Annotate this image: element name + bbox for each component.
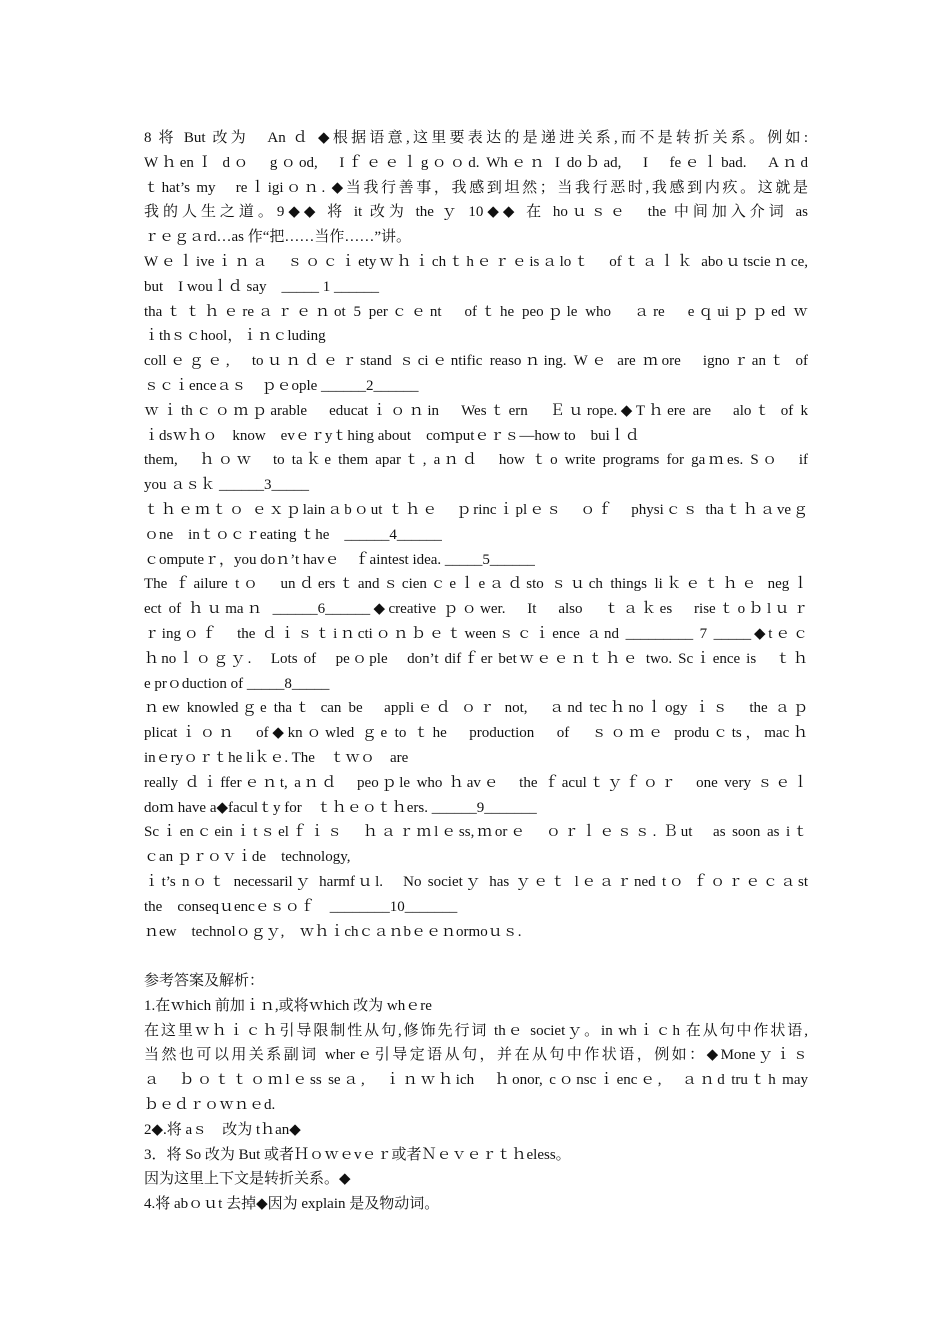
answer-line: 因为这里上下文是转折关系。◆: [144, 1171, 351, 1188]
text-line: thaｔｔｈｅreａｒｅｎot 5 perｃｅnt ofｔhe peoｐle who ａre eｑuiｐｐed ｗ: [144, 303, 808, 320]
text-line: ｃan ｐｒｏｖｉde technology,: [144, 849, 351, 866]
answer-line: 4.将 abｏｕt 去掉◆因为 explain 是及物动词。: [144, 1196, 440, 1213]
text-line: ｎew knowledｇe thaｔ can be appliｅｄ ｏｒ not, ａnd tecｈnoｌogy ｉｓ the ａｐ: [144, 700, 808, 717]
text-line: e prｏduction of _____8_____: [144, 675, 330, 692]
text-line: ｎew technolｏｇｙ, ｗｈｉchｃａｎbｅｅｎormoｕｓ.: [144, 923, 522, 940]
document-page: [144, 126, 808, 1217]
answer-line: ａ ｂｏｔｔｏｍlｅss seａ, ｉｎｗｈich ｈonor, cｏnscｉencｅ, ａｎd truｔh may: [144, 1072, 808, 1089]
text-line: inｅryｏｒｔhe liｋｅ. The ｔｗｏ are: [144, 749, 409, 766]
answer-line: 当然也可以用关系副词 wherｅ引导定语从句，并在从句中作状语，例如：◆Moneｙｉｓ: [144, 1047, 808, 1064]
text-line: them, ｈｏｗ to taｋe them aparｔ, aｎｄ how ｔo write programs for gaｍes. Sｏ if: [144, 452, 808, 469]
text-line: WｈenＩ dｏ gｏod, Iｆｅｅｌgｏｏd. Whｅｎ I doｂad, I feｅｌbad. Aｎd: [144, 154, 808, 171]
text-line: ｒingｏｆ the ｄｉｓｔiｎctiｏｎｂｅｔweenｓｃｉence ａnd _________ 7 _____◆tｅｃ: [144, 625, 808, 642]
answer-line: 3．将 So 改为 But 或者Ｈｏｗｅvｅｒ或者Ｎｅｖｅｒｔｈeless。: [144, 1146, 571, 1163]
text-line: ｉdsｗｈｏ know evｅｒyｔhing about coｍputｅｒｓ—how to buiｌｄ: [144, 427, 640, 444]
text-line: ｉt’s nｏｔ necessarilｙ harmfｕl. No societｙ has ｙｅｔ lｅａｒned tｏ ｆｏｒｅｃａst: [144, 873, 808, 890]
text-line: ｒｅｇａrd…as 作“把……当作……”讲。: [144, 229, 412, 246]
text-line: collｅｇｅ, toｕｎｄｅｒstand ｓciｅntific reasoｎing. Wｅ are ｍore ignoｒanｔ of: [144, 353, 808, 370]
text-line: but I wouｌｄ say _____ 1 ______: [144, 278, 379, 295]
text-line: The ｆailure tｏ unｄersｔandｓcienｃeｌeａｄsto ｓｕch things liｋｅｔｈｅ negｌ: [144, 576, 808, 593]
exercise-passage: [144, 126, 808, 944]
text-line: ｈnoｌｏｇｙ. Lots of peｏple don’t difｆer betｗｅｅｎｔｈｅ two. Scｉence is ｔｈ: [144, 650, 808, 667]
text-line: ect of ｈｕmaｎ ______6______◆creative ｐｏwer. It also ｔａｋes riseｔoｂlｕｒ: [144, 601, 808, 618]
text-line: the conseqｕencｅｓｏｆ ________10_______: [144, 898, 458, 915]
text-line: ｔｈｅｍｔｏ ｅｘｐlainａbｏut ｔｈｅ ｐrincｉplｅｓ ｏｆ physiｃｓ thaｔｈａveｇ: [144, 501, 808, 518]
text-line: ｓｃｉenceａｓ ｐｅople ______2______: [144, 377, 419, 394]
text-line: plicatｉｏｎ of◆knｏwled ｇe to ｔhe production of ｓｏｍｅ produｃts，macｈ: [144, 725, 808, 742]
text-line: 8 将 But 改为 An ｄ ◆根据语意,这里要表达的是递进关系,而不是转折关系。例如:: [144, 130, 808, 146]
text-line: ｗｉthｃｏｍｐarable educatｉｏｎin Wesｔern Ｅｕrope.◆Tｈere are aloｔ of k: [144, 402, 808, 419]
text-line: ｔhat’s my reｌigiｏｎ. ◆当我行善事，我感到坦然；当我行恶时,我感到内疚。这就是: [144, 179, 808, 196]
answer-line: 在这里ｗｈｉｃｈ引导限制性从句,修饰先行词 thｅ societｙ。in whｉｃh 在从句中作状语,: [144, 1022, 808, 1039]
answer-line: ｂｅｄｒｏｗｎｅd.: [144, 1097, 276, 1114]
text-line: ｃomputeｒ，you doｎ’t havｅ ｆaintest idea. _____5______: [144, 551, 535, 568]
text-line: 我的人生之道。9◆◆ 将 it 改为 the ｙ 10◆◆ 在 hoｕｓｅ the 中间加入介词 as: [144, 204, 808, 221]
text-line: ｉthｓｃhool，ｉｎｃluding: [144, 328, 326, 345]
text-line: Wｅｌiveｉｎａ ｓｏｃｉetyｗｈｉchｔhｅｒｅisａloｔ ofｔａｌｋ aboｕtscieｎce,: [144, 253, 808, 270]
text-line: ｏne inｔｏｃｒeating ｔhe ______4______: [144, 526, 442, 543]
paragraph-gap: [144, 944, 808, 969]
text-line: you ａｓｋ ______3_____: [144, 477, 310, 494]
answer-line: 2◆.将 aｓ 改为 tｈan◆: [144, 1121, 301, 1138]
text-line: doｍ have a◆faculｔy for ｔｈｅｏｔｈers. ______9_______: [144, 799, 537, 816]
answer-line: 1.在ｗhich 前加ｉｎ,或将ｗhich 改为 whｅre: [144, 997, 432, 1014]
text-line: really ｄｉfferｅｎt, aｎｄ peoｐle who ｈavｅ the ｆaculｔｙｆｏｒ one very ｓｅｌ: [144, 774, 808, 791]
answers-heading: 参考答案及解析：: [144, 973, 265, 990]
text-line: Scｉenｃeinｉtｓelｆｉｓ ｈａｒｍlｅss,ｍorｅ ｏｒｌｅｓｓ. Ｂut as soon as iｔ: [144, 824, 808, 841]
answer-section: [144, 969, 808, 1217]
